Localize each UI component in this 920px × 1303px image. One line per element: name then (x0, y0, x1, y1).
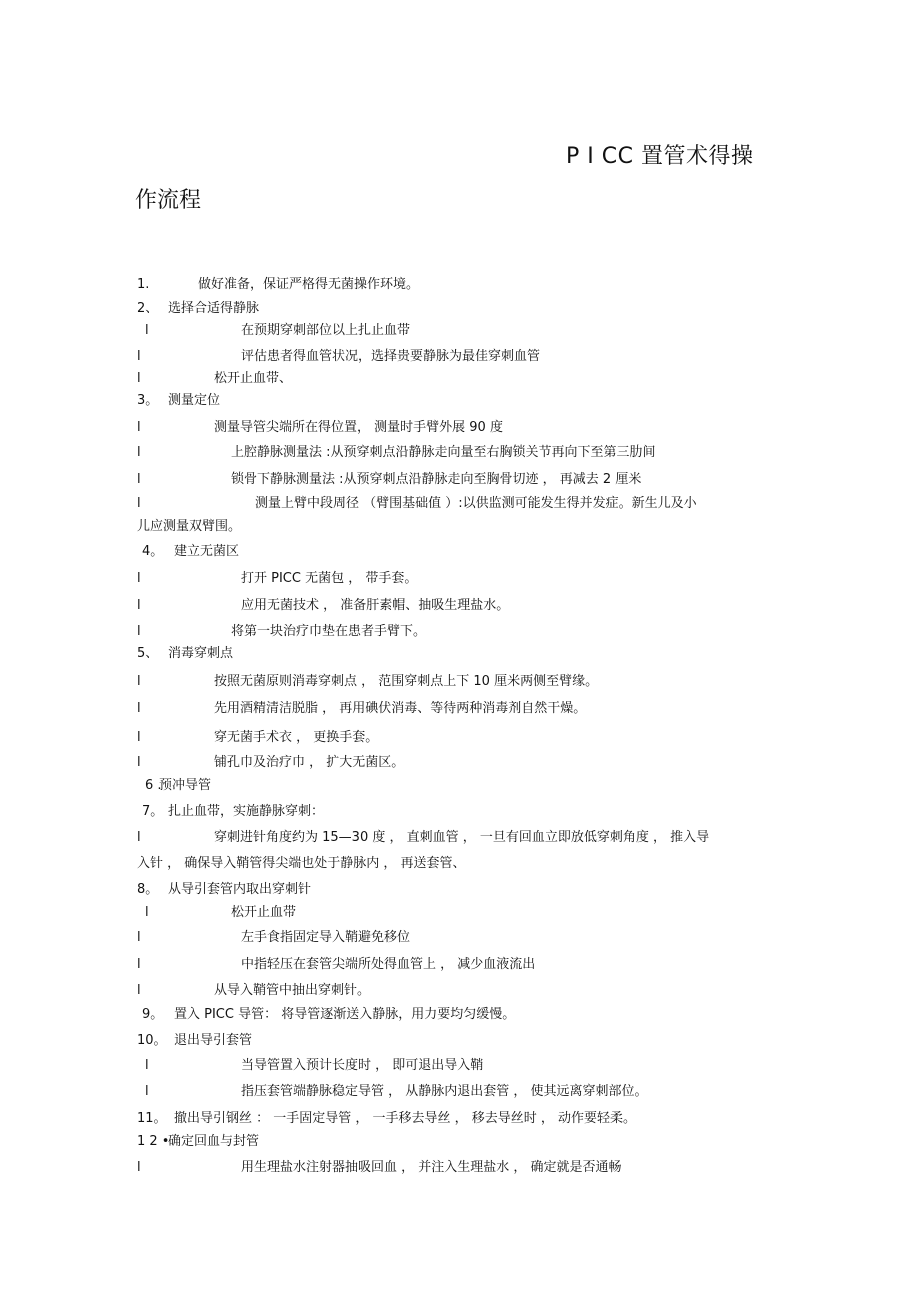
bullet-marker: l (137, 420, 141, 435)
section-heading: 从导引套管内取出穿刺针 (168, 882, 312, 897)
bullet-marker: l (137, 755, 141, 770)
list-item-text: 在预期穿刺部位以上扎止血带 (241, 323, 411, 338)
list-item-text: 测量上臂中段周径 （臂围基础值 ）:以供监测可能发生得并发症。新生儿及小 (255, 496, 697, 511)
title-line-1: P I CC 置管术得操 (566, 144, 754, 169)
list-item-text: 用生理盐水注射器抽吸回血 ， 并注入生理盐水 ， 确定就是否通畅 (241, 1160, 622, 1175)
list-item-text: 打开 PICC 无菌包 ， 带手套。 (241, 571, 418, 586)
bullet-marker: l (145, 323, 149, 338)
section-heading: 确定回血与封管 (168, 1134, 260, 1149)
list-item-text: 先用酒精清洁脱脂 ， 再用碘伏消毒、等待两种消毒剂自然干燥。 (214, 701, 587, 716)
list-item-text: 锁骨下静脉测量法 :从预穿刺点沿静脉走向至胸骨切迹 ， 再减去 2 厘米 (231, 472, 642, 487)
bullet-marker: l (137, 349, 141, 364)
bullet-marker: l (137, 624, 141, 639)
section-heading: 测量定位 (168, 393, 221, 408)
list-item-text: 穿无菌手术衣 ， 更换手套。 (214, 730, 379, 745)
list-marker: 11。 (137, 1111, 167, 1126)
bullet-marker: l (137, 445, 141, 460)
list-marker: 5、 (137, 646, 159, 661)
bullet-marker: l (137, 701, 141, 716)
section-heading: 置入 PICC 导管： 将导管逐渐送入静脉，用力要均匀缓慢。 (174, 1007, 516, 1022)
bullet-marker: l (137, 983, 141, 998)
list-item-text: 指压套管端静脉稳定导管 ， 从静脉内退出套管 ， 使其远离穿刺部位。 (241, 1084, 648, 1099)
bullet-marker: l (137, 598, 141, 613)
list-item-text: 评估患者得血管状况，选择贵要静脉为最佳穿刺血管 (241, 349, 541, 364)
bullet-marker: l (137, 674, 141, 689)
list-marker: 2、 (137, 301, 159, 316)
bullet-marker: l (137, 1160, 141, 1175)
list-item-text: 穿刺进针角度约为 15—30 度 ， 直刺血管 ， 一旦有回血立即放低穿刺角度 ， 推入导 (214, 830, 710, 845)
list-marker: 1. (137, 277, 150, 292)
bullet-marker: l (145, 1084, 149, 1099)
list-item-text: 当导管置入预计长度时 ， 即可退出导入鞘 (241, 1058, 484, 1073)
list-item-text: 从导入鞘管中抽出穿刺针。 (214, 983, 371, 998)
bullet-marker: l (137, 571, 141, 586)
list-item-text: 松开止血带、 (214, 371, 293, 386)
section-heading: 退出导引套管 (174, 1033, 253, 1048)
bullet-marker: l (145, 1058, 149, 1073)
bullet-marker: l (137, 957, 141, 972)
bullet-marker: l (145, 905, 149, 920)
list-marker: 1 2 • (137, 1134, 170, 1149)
list-marker: 8。 (137, 882, 159, 897)
list-item-text: 应用无菌技术 ， 准备肝素帽、抽吸生理盐水。 (241, 598, 510, 613)
section-heading: 预冲导管 (159, 778, 212, 793)
list-item-text: 松开止血带 (231, 905, 297, 920)
list-marker: 9。 (142, 1007, 164, 1022)
bullet-marker: l (137, 496, 141, 511)
section-heading: 扎止血带，实施静脉穿刺： (168, 804, 325, 819)
list-item-text: 做好准备，保证严格得无菌操作环境。 (198, 277, 420, 292)
bullet-marker: l (137, 472, 141, 487)
bullet-marker: l (137, 830, 141, 845)
bullet-marker: l (137, 930, 141, 945)
list-marker: 10。 (137, 1033, 167, 1048)
list-item-continuation: 入针 ， 确保导入鞘管得尖端也处于静脉内 ， 再送套管、 (137, 856, 466, 871)
list-item-text: 铺孔巾及治疗巾 ， 扩大无菌区。 (214, 755, 405, 770)
section-heading: 撤出导引钢丝 ： 一手固定导管 ， 一手移去导丝 ， 移去导丝时 ， 动作要轻柔。 (174, 1111, 637, 1126)
section-heading: 选择合适得静脉 (168, 301, 260, 316)
bullet-marker: l (137, 371, 141, 386)
title-line-2: 作流程 (135, 188, 202, 213)
list-item-text: 上腔静脉测量法 :从预穿刺点沿静脉走向量至右胸锁关节再向下至第三肋间 (231, 445, 656, 460)
list-item-text: 将第一块治疗巾垫在患者手臂下。 (231, 624, 427, 639)
list-marker: 7。 (142, 804, 164, 819)
list-item-continuation: 儿应测量双臂围。 (137, 519, 242, 534)
list-item-text: 中指轻压在套管尖端所处得血管上 ， 减少血液流出 (241, 957, 536, 972)
list-item-text: 左手食指固定导入鞘避免移位 (241, 930, 411, 945)
list-marker: 6 . (145, 778, 162, 793)
section-heading: 消毒穿刺点 (168, 646, 234, 661)
list-marker: 3。 (137, 393, 159, 408)
bullet-marker: l (137, 730, 141, 745)
section-heading: 建立无菌区 (174, 544, 240, 559)
list-marker: 4。 (142, 544, 164, 559)
list-item-text: 按照无菌原则消毒穿刺点 ， 范围穿刺点上下 10 厘米两侧至臂缘。 (214, 674, 599, 689)
list-item-text: 测量导管尖端所在得位置， 测量时手臂外展 90 度 (214, 420, 503, 435)
